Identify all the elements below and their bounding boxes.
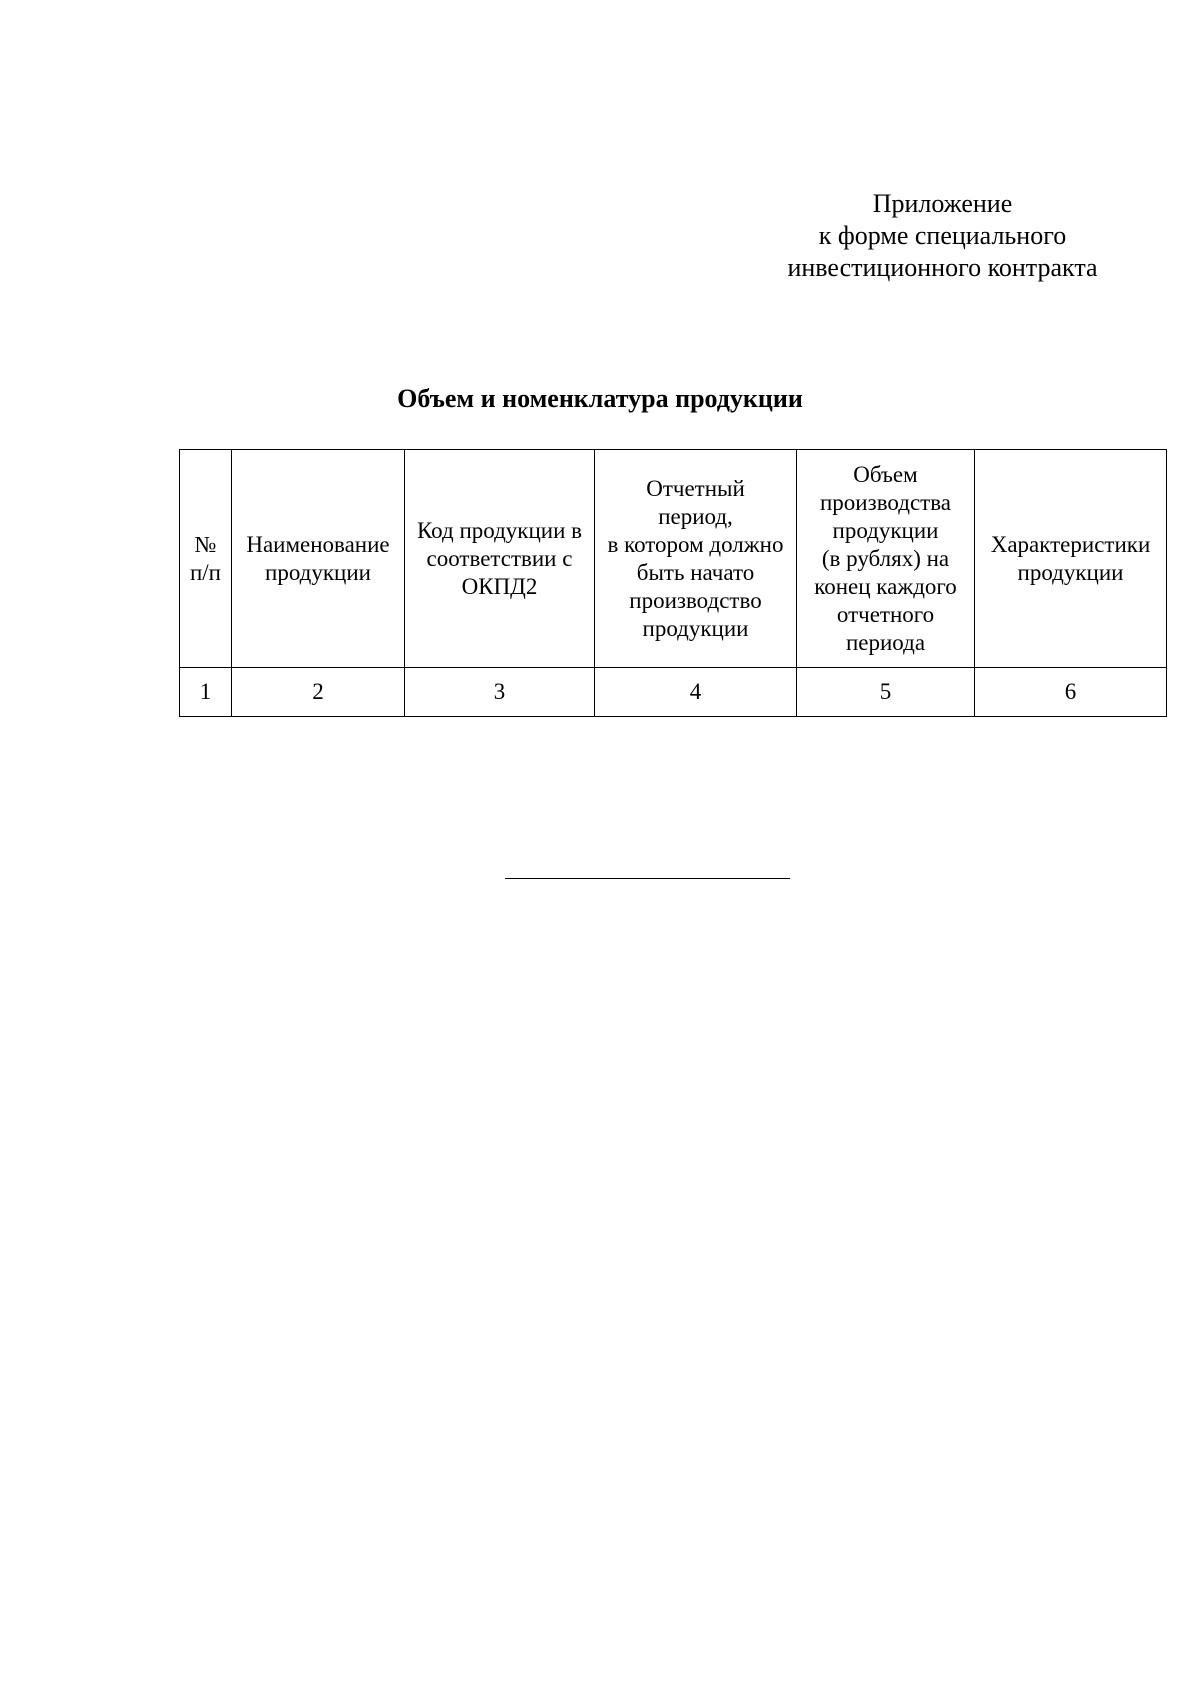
- end-separator-line: [505, 878, 790, 879]
- appendix-note: [740, 188, 1145, 284]
- nomenclature-table: [179, 449, 1167, 717]
- header-product-characteristics: Характеристики продукции: [975, 450, 1167, 668]
- header-reporting-period: Отчетный период, в котором должно быть начато производство продукции: [595, 450, 797, 668]
- column-number-cell: 3: [405, 668, 595, 717]
- appendix-line-1: Приложение: [872, 189, 1013, 218]
- column-number-cell: 4: [595, 668, 797, 717]
- column-number-cell: 6: [975, 668, 1167, 717]
- column-number-cell: 2: [232, 668, 405, 717]
- header-product-name: Наименование продукции: [232, 450, 405, 668]
- header-production-volume: Объем производства продукции (в рублях) на конец каждого отчетного периода: [797, 450, 975, 668]
- appendix-line-3: инвестиционного контракта: [787, 253, 1098, 282]
- header-row: [180, 450, 1167, 668]
- header-number: № п/п: [180, 450, 232, 668]
- numbering-row: [180, 668, 1167, 717]
- column-number-cell: 5: [797, 668, 975, 717]
- document-title: Объем и номенклатура продукции: [397, 384, 803, 413]
- header-okpd2-code: Код продукции в соответствии с ОКПД2: [405, 450, 595, 668]
- appendix-line-2: к форме специального: [818, 221, 1067, 250]
- column-number-cell: 1: [180, 668, 232, 717]
